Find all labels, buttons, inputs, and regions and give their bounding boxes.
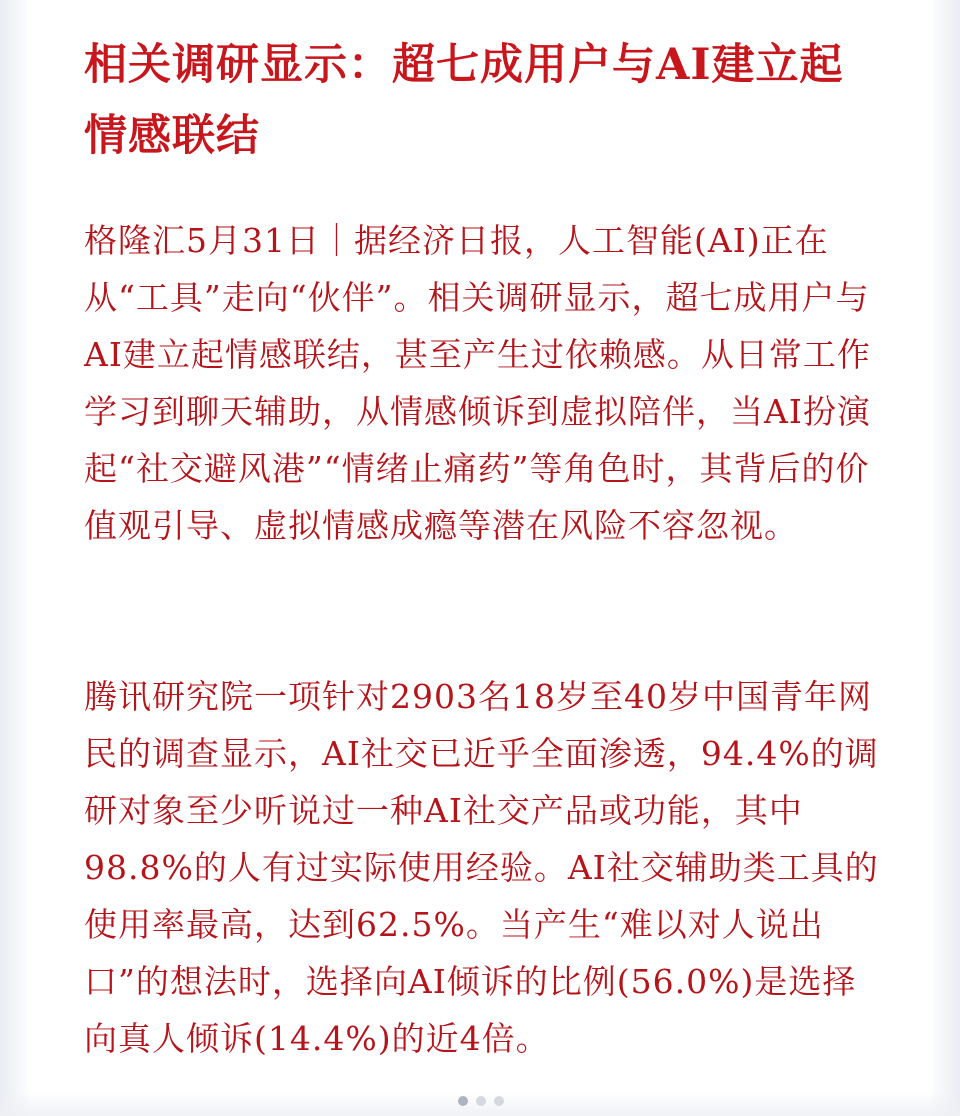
image-pager xyxy=(458,1096,504,1106)
article-headline: 相关调研显示：超七成用户与AI建立起情感联结 xyxy=(84,40,844,161)
article-paragraph-2: 腾讯研究院一项针对2903名18岁至40岁中国青年网民的调查显示，AI社交已近乎全面渗透，94.4%的调研对象至少听说过一种AI社交产品或功能，其中98.8%的人有过实际使用经验。AI社交辅助类工具的使用率最高，达到62.5%。当产生“难以对人说出口”的想法时，选择向AI倾诉的比例(56.0%)是选择向真人倾诉(14.4%)的近4倍。 xyxy=(84,677,879,1058)
article-card xyxy=(30,0,930,1116)
pager-dot-active xyxy=(458,1096,468,1106)
article-paragraph-1: 格隆汇5月31日｜据经济日报，人工智能(AI)正在从“工具”走向“伙伴”。相关调研显示，超七成用户与AI建立起情感联结，甚至产生过依赖感。从日常工作学习到聊天辅助，从情感倾诉到虚拟陪伴，当AI扮演起“社交避风港”“情绪止痛药”等角色时，其背后的价值观引导、虚拟情感成瘾等潜在风险不容忽视。 xyxy=(84,221,871,545)
pager-dot xyxy=(494,1096,504,1106)
pager-dot xyxy=(476,1096,486,1106)
